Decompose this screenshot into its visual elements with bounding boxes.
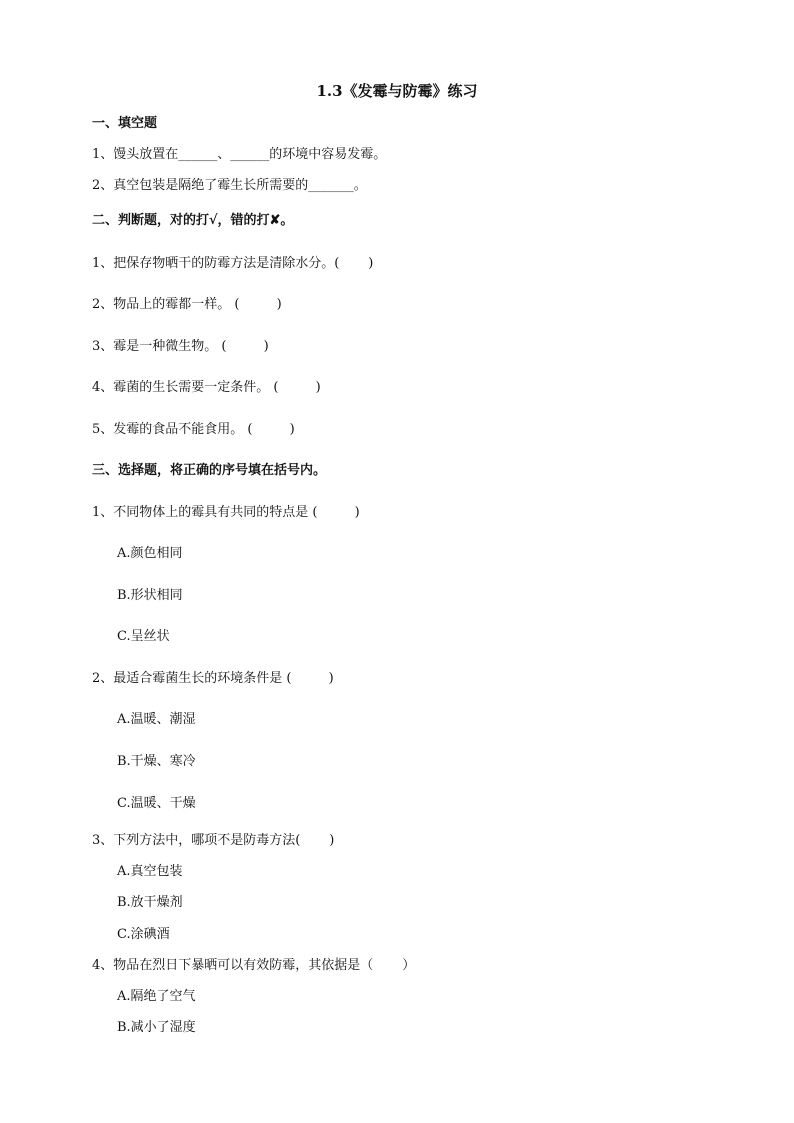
true-false-question-2: 2、物品上的霉都一样。 ( ) xyxy=(92,297,282,312)
fill-blank-question-1: 1、馒头放置在______、______的环境中容易发霉。 xyxy=(92,147,387,162)
fill-blank-question-2: 2、真空包装是隔绝了霉生长所需要的_______。 xyxy=(92,178,367,193)
section-heading-fill-blank: 一、填空题 xyxy=(92,116,158,131)
choice-question-1-option-c: C.呈丝状 xyxy=(117,629,170,644)
section-heading-multiple-choice: 三、选择题，将正确的序号填在括号内。 xyxy=(92,463,327,478)
true-false-question-1: 1、把保存物晒干的防霉方法是清除水分。( ) xyxy=(92,256,374,271)
choice-question-2-option-c: C.温暖、干燥 xyxy=(117,796,196,811)
true-false-question-5: 5、发霉的食品不能食用。 ( ) xyxy=(92,422,295,437)
true-false-question-4: 4、霉菌的生长需要一定条件。 ( ) xyxy=(92,380,321,395)
section-heading-true-false: 二、判断题，对的打√，错的打✘。 xyxy=(92,213,294,228)
choice-question-2: 2、最适合霉菌生长的环境条件是 ( ) xyxy=(92,671,334,686)
choice-question-3: 3、下列方法中，哪项不是防毒方法( ) xyxy=(92,833,335,848)
true-false-question-3: 3、霉是一种微生物。 ( ) xyxy=(92,339,269,354)
choice-question-3-option-c: C.涂碘酒 xyxy=(117,927,170,942)
page-title: 1.3《发霉与防霉》练习 xyxy=(316,82,478,100)
choice-question-2-option-a: A.温暖、潮湿 xyxy=(117,712,196,727)
choice-question-3-option-b: B.放干燥剂 xyxy=(117,895,183,910)
choice-question-2-option-b: B.干燥、寒冷 xyxy=(117,754,196,769)
choice-question-4-option-b: B.减小了湿度 xyxy=(117,1020,196,1035)
choice-question-3-option-a: A.真空包装 xyxy=(117,864,183,879)
choice-question-1: 1、不同物体上的霉具有共同的特点是 ( ) xyxy=(92,505,360,520)
choice-question-1-option-a: A.颜色相同 xyxy=(117,546,183,561)
choice-question-4: 4、物品在烈日下暴晒可以有效防霉，其依据是（ ） xyxy=(92,958,416,973)
choice-question-4-option-a: A.隔绝了空气 xyxy=(117,989,196,1004)
choice-question-1-option-b: B.形状相同 xyxy=(117,588,183,603)
